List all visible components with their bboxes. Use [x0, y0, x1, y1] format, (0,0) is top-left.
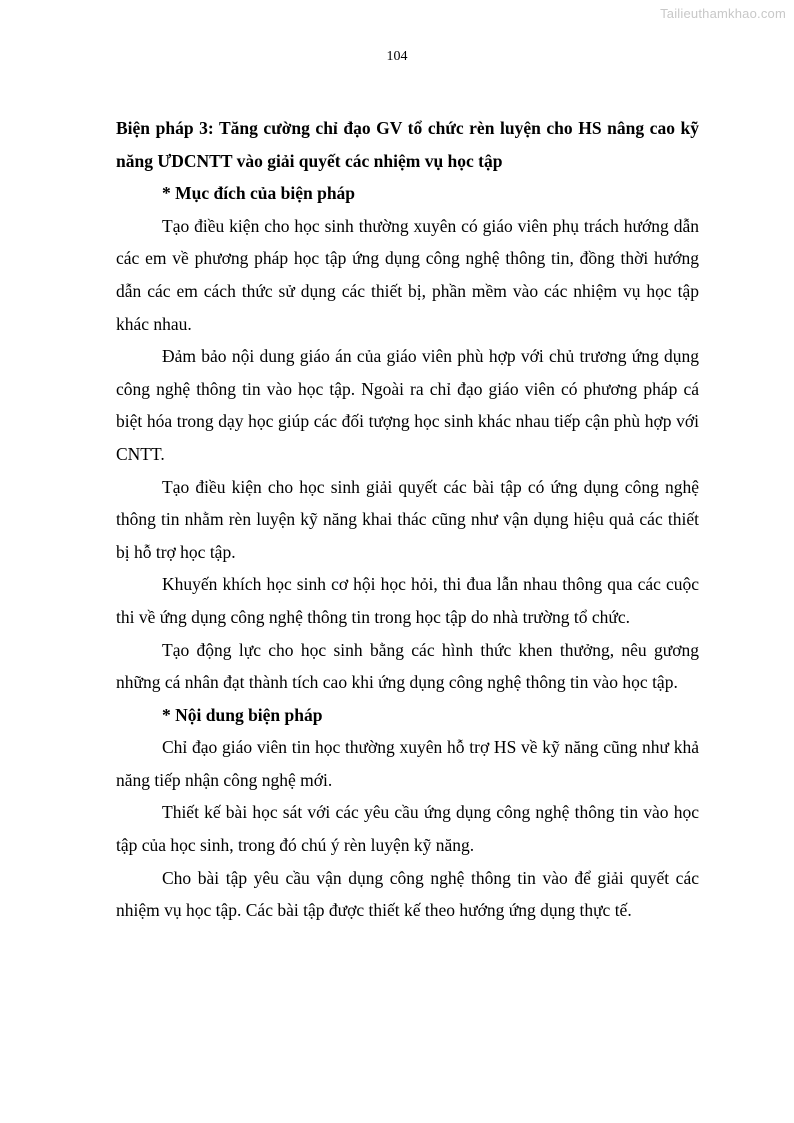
content-subheading: * Nội dung biện pháp: [162, 704, 323, 725]
section-heading: Biện pháp 3: Tăng cường chỉ đạo GV tổ chức rèn luyện cho HS nâng cao kỹ năng ƯDCNTT vào giải quyết các nhiệm vụ học tập: [116, 118, 699, 171]
purpose-paragraph: Tạo điều kiện cho học sinh giải quyết các bài tập có ứng dụng công nghệ thông tin nhằm rèn luyện kỹ năng khai thác cũng như vận dụng hiệu quả các thiết bị hỗ trợ học tập.: [116, 476, 699, 562]
watermark-text: Tailieuthamkhao.com: [660, 6, 786, 21]
purpose-paragraph: Đảm bảo nội dung giáo án của giáo viên phù hợp với chủ trương ứng dụng công nghệ thông tin vào học tập. Ngoài ra chỉ đạo giáo viên có phương pháp cá biệt hóa trong dạy học giúp các đối tượng học sinh khác nhau tiếp cận phù hợp với CNTT.: [116, 346, 699, 464]
purpose-paragraph: Tạo động lực cho học sinh bằng các hình thức khen thưởng, nêu gương những cá nhân đạt thành tích cao khi ứng dụng công nghệ thông tin vào học tập.: [116, 639, 699, 693]
document-body: [116, 112, 699, 927]
content-paragraph: Cho bài tập yêu cầu vận dụng công nghệ thông tin vào để giải quyết các nhiệm vụ học tập. Các bài tập được thiết kế theo hướng ứng dụng thực tế.: [116, 867, 699, 921]
content-paragraph: Chỉ đạo giáo viên tin học thường xuyên hỗ trợ HS về kỹ năng cũng như khả năng tiếp nhận công nghệ mới.: [116, 737, 699, 790]
purpose-paragraph: Khuyến khích học sinh cơ hội học hỏi, thi đua lẫn nhau thông qua các cuộc thi về ứng dụng công nghệ thông tin trong học tập do nhà trường tổ chức.: [116, 574, 699, 627]
content-paragraph: Thiết kế bài học sát với các yêu cầu ứng dụng công nghệ thông tin vào học tập của học sinh, trong đó chú ý rèn luyện kỹ năng.: [116, 802, 699, 856]
page-number: 104: [386, 49, 408, 64]
purpose-paragraph: Tạo điều kiện cho học sinh thường xuyên có giáo viên phụ trách hướng dẫn các em về phương pháp học tập ứng dụng công nghệ thông tin, đồng thời hướng dẫn các em cách thức sử dụng các thiết bị, phần mềm vào các nhiệm vụ học tập khác nhau.: [116, 215, 699, 334]
purpose-subheading: * Mục đích của biện pháp: [162, 183, 356, 204]
